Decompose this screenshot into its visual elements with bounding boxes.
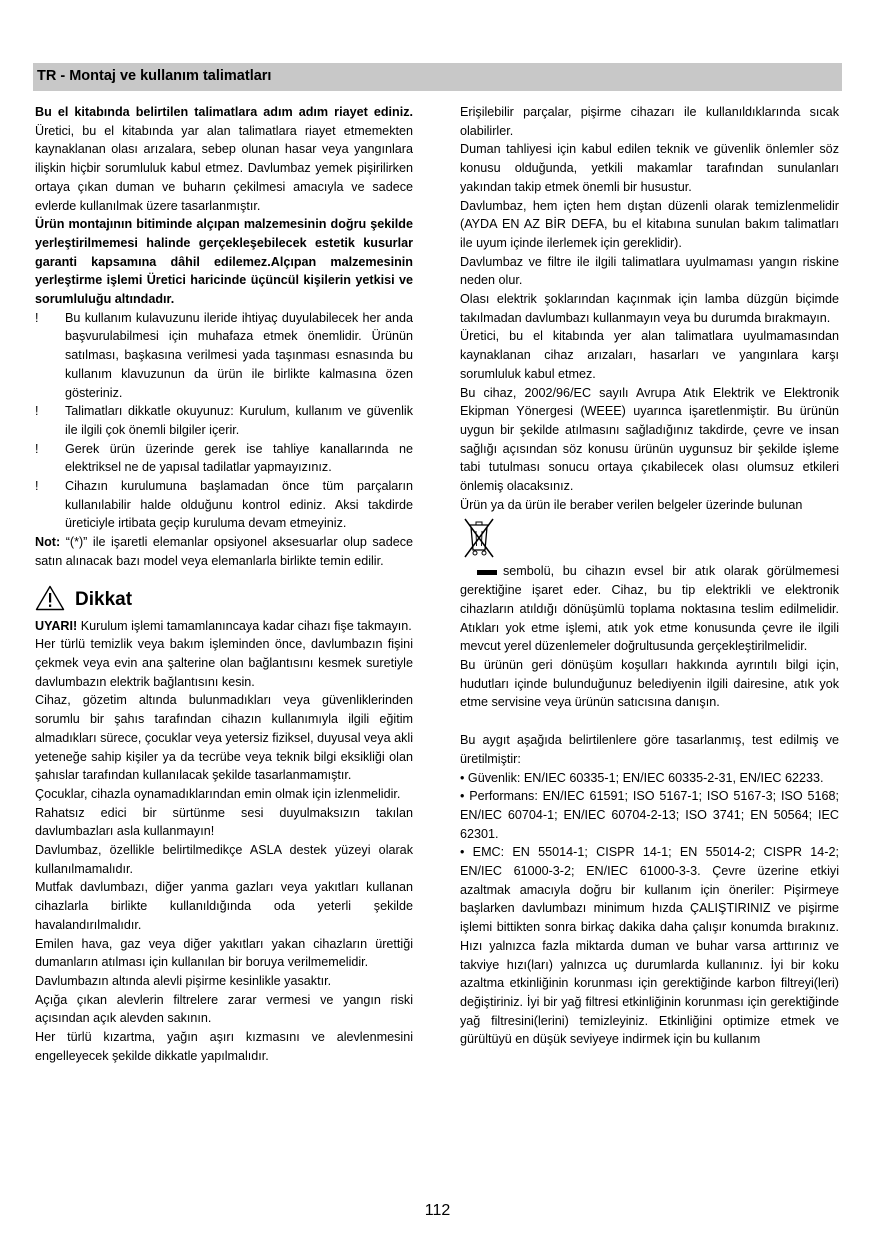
intro-bold: Bu el kitabında belirtilen talimatlara adım adım riayet ediniz.	[35, 105, 413, 119]
symbol-paragraph	[460, 562, 839, 656]
body-paragraph: Duman tahliyesi için kabul edilen teknik ve güvenlik önlemler söz konusu olduğunda, yetkili makamlar tarafından sunulanları yakından takip etmek önemli bir husustur.	[460, 142, 839, 194]
section-title: TR - Montaj ve kullanım talimatları	[37, 68, 272, 84]
bullet-item	[35, 477, 413, 533]
body-paragraph: Olası elektrik şoklarından kaçınmak için lamba düzgün biçimde takılmadan davlumbazı kullanmayın veya bu durumda bırakmayın.	[460, 292, 839, 325]
standards-intro: Bu aygıt aşağıda belirtilenlere göre tasarlanmış, test edilmiş ve üretilmiştir:	[460, 733, 839, 766]
note-label: Not:	[35, 535, 61, 550]
symbol-text: sembolü, bu cihazın evsel bir atık olarak görülmemesi gerektiğine işaret eder. Cihaz, bu tip elektrikli ve elektronik cihazların atıldığı dönüşümlü toplama noktasına teslim edilmelidir. Atıkları yok etme işlemi, atık yok etme konusunda çevre ile ilgili mevcut yerel düzenlemeler doğrultusunda gerçekleştirilmelidir.	[460, 564, 839, 654]
bullet-text: Gerek ürün üzerinde gerek ise tahliye kanallarında ne elektriksel ne de yapısal tadilatlar yapmayızınız.	[65, 441, 413, 475]
crossed-bin-icon	[461, 516, 497, 560]
intro-paragraph	[35, 103, 413, 215]
body-paragraph: Üretici, bu el kitabında yer alan talimatlara uyulmamasından kaynaklanan cihaz arızaları, hasarları ve yangınlara karşı sorumluluk kabul etmez.	[460, 329, 839, 381]
weee-paragraph: Bu cihaz, 2002/96/EC sayılı Avrupa Atık Elektrik ve Elektronik Ekipman Yönergesi (WEEE) uyarınca işaretlenmiştir. Bu ürünün uygun bir şekilde atılmasını sağladığınız takdirde, çevre ve insan sağlığı açısından söz konusu ürünün uygunsuz bir şekilde işleme tabi tutulması sonucu ortaya çıkabilecek olası olumsuz etkileri önlemiş olacaksınız.	[460, 385, 839, 494]
note-text: “(*)” ile işaretli elemanlar opsiyonel aksesuarlar olup sadece satın alınacak bazı model veya elemanlarla birlikte temin edilir.	[35, 535, 413, 568]
body-paragraph: Davlumbazın altında alevli pişirme kesinlikle yasaktır.	[35, 973, 332, 988]
uyari-label: UYARI!	[35, 618, 78, 633]
bullet-item	[35, 402, 413, 439]
intro-text: Üretici, bu el kitabında yar alan talimatlara riayet etmemekten kaynaklanan olası arızalara, sebep olunan hasar veya yangınlara ilişkin hiçbir sorumluluk kabul etmez. Davlumbaz yemek pişirilirken ortaya çıkan duman ve buharın çekilmesi amacıyla ve sadece evlerde kullanılmak üzere tasarlanmıştır.	[35, 123, 413, 213]
body-paragraph: Açığa çıkan alevlerin filtrelere zarar vermesi ve yangın riski açısından açık alevden sakının.	[35, 992, 413, 1026]
left-column	[35, 103, 413, 1065]
body-paragraph: Davlumbaz, özellikle belirtilmedikçe ASLA destek yüzeyi olarak kullanılmamalıdır.	[35, 843, 413, 876]
standard-item: • Güvenlik: EN/IEC 60335-1; EN/IEC 60335-2-31, EN/IEC 62233.	[460, 770, 824, 785]
exclamation-mark: !	[35, 404, 39, 419]
exclamation-mark: !	[35, 479, 39, 494]
black-bar-icon	[477, 570, 497, 575]
recycling-paragraph: Bu ürünün geri dönüşüm koşulları hakkında ayrıntılı bilgi için, hudutları içinde bulunduğunuz belediyenin ilgili dairesine, atık yok etme servisine veya ürünün satıcısına danışın.	[460, 657, 839, 710]
body-paragraph: Mutfak davlumbazı, diğer yanma gazları veya yakıtları kullanan cihazlarla birlikte kullanıldığında oda yeterli şekilde havalandırılmalıdır.	[35, 880, 413, 932]
body-paragraph: Davlumbaz, hem içten hem dıştan düzenli olarak temizlenmelidir (AYDA EN AZ BİR DEFA, bu el kitabına sunulan bakım talimatları ile uyum içinde ilerlemek için gereklidir).	[460, 198, 839, 250]
body-paragraph: Emilen hava, gaz veya diğer yakıtları yakan cihazların ürettiği dumanların atılması için kullanılan bir boruya verilmemelidir.	[35, 936, 413, 970]
standard-item: • EMC: EN 55014-1; CISPR 14-1; EN 55014-2; CISPR 14-2; EN/IEC 61000-3-2; EN/IEC 61000-3-3. Çevre üzerine etkiyi azaltmak amacıyla doğru bir kullanım için öneriler: Pişirmeye başlarken davlumbazı minimum hızda ÇALIŞTIRINIZ ve pişirme işlemi bittikten sonra birkaç dakika daha çalışır konumda bırakınız. Hızı yalnızca fazla miktarda duman ve buhar varsa arttırınız ve takviye hızı(ları) yalnızca uç durumlarda kullanınız. İyi bir koku azaltma etkinliğinin korunması için gerektiğinde karbon filtreyi(leri) değiştiriniz. İyi bir yağ filtresi etkinliğinin korunması için gerektiğinde yağ filtresini(lerini) temizleyiniz. Etkinliğini optimize etmek ve gürültüyü en düşük seviyeye indirmek için bu kullanım	[460, 845, 839, 1047]
note-paragraph	[35, 533, 413, 570]
exclamation-mark: !	[35, 441, 39, 456]
standard-item: • Performans: EN/IEC 61591; ISO 5167-1; ISO 5167-3; ISO 5168; EN/IEC 60704-1; EN/IEC 60704-2-13; ISO 3741; EN 50564; IEC 62301.	[460, 789, 839, 841]
symbol-intro: Ürün ya da ürün ile beraber verilen belgeler üzerinde bulunan	[460, 497, 803, 512]
uyari-text: Kurulum işlemi tamamlanıncaya kadar cihazı fişe takmayın.	[77, 618, 412, 633]
page-number: 112	[424, 1202, 451, 1219]
body-paragraph: Her türlü temizlik veya bakım işleminden önce, davlumbazın fişini çekmek veya evin ana şalterine olan bağlantısını kesmek suretiyle davlumbazın elektrik bağlantısını kesin.	[35, 637, 413, 689]
spacer	[460, 712, 839, 731]
body-paragraph: Her türlü kızartma, yağın aşırı kızmasını ve alevlenmesini engelleyecek şekilde dikkatle yapılmalıdır.	[35, 1030, 413, 1063]
dikkat-title: Dikkat	[75, 588, 133, 610]
body-paragraph: Çocuklar, cihazla oynamadıklarından emin olmak için izlenmelidir.	[35, 786, 401, 801]
drywall-warning: Ürün montajının bitiminde alçıpan malzemesinin doğru şekilde yerleştirilmemesi halinde gerçekleşebilecek estetik kusurlar garanti kapsamına dâhil edilemez.Alçıpan malzemesinin yerleştirme işlemi Üretici haricinde üçüncül kişilerin yetkisi ve sorumluluğu altındadır.	[35, 217, 413, 307]
bullet-text: Bu kullanım kulavuzunu ileride ihtiyaç duyulabilecek her anda başvurulabilmesi için muhafaza etmek önemlidir. Ürünün satılması, başkasına verilmesi yada taşınması esnasında bu kullanım klavuzunun da ürün ile birlikte kalmasına özen gösteriniz.	[65, 310, 413, 400]
body-paragraph: Cihaz, gözetim altında bulunmadıkları veya güvenliklerinden sorumlu bir şahıs tarafından cihazın kullanımıyla ilgili eğitim almadıkları sürece, çocuklar veya yetersiz fiziksel, duyusal veya akli yeteneğe sahip kişiler ya da tecrübe veya teknik bilgi eksikliği olan şahıslar tarafından kullanılacak şekilde tasarlanmamıştır.	[35, 693, 413, 783]
bullet-text: Talimatları dikkatle okuyunuz: Kurulum, kullanım ve güvenlik ile ilgili çok önemli bilgiler içerir.	[65, 404, 413, 437]
body-paragraph: Davlumbaz ve filtre ile ilgili talimatlara uyulmaması yangın riskine neden olur.	[460, 254, 839, 288]
section-header-bar	[33, 63, 842, 91]
right-column	[460, 103, 839, 1049]
body-paragraph: Rahatsız edici bir sürtünme sesi duyulmaksızın takılan davlumbazları asla kullanmayın!	[35, 805, 413, 839]
bullet-item	[35, 440, 413, 477]
bullet-text: Cihazın kurulumuna başlamadan önce tüm parçaların kullanılabilir halde olduğunu kontrol ediniz. Aksi takdirde üreticiyle irtibata geçip kuruluma devam etmeyiniz.	[65, 479, 413, 531]
exclamation-mark: !	[35, 310, 39, 325]
bullet-item	[35, 309, 413, 403]
dikkat-heading	[35, 585, 413, 615]
body-paragraph: Erişilebilir parçalar, pişirme cihazarı ile kullanıldıklarında sıcak olabilirler.	[460, 105, 839, 138]
weee-symbol	[460, 514, 839, 562]
uyari-paragraph	[35, 617, 413, 636]
warning-triangle-icon	[35, 585, 65, 611]
